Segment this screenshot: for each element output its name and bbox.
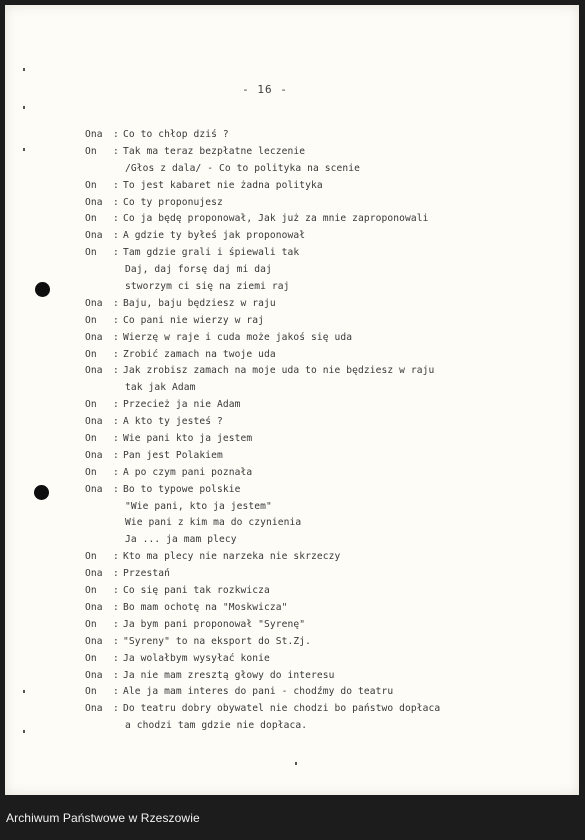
speaker-separator: :	[113, 568, 119, 580]
speaker-separator: :	[113, 449, 119, 461]
speaker-label: On	[85, 466, 97, 478]
speaker-label: On	[85, 433, 97, 445]
dialogue-line	[85, 178, 505, 195]
speaker-separator: :	[113, 314, 119, 326]
speaker-label: On	[85, 213, 97, 225]
script-text	[85, 127, 505, 735]
dialogue-line	[85, 161, 505, 178]
dialogue-line	[85, 330, 505, 347]
punch-hole-bottom	[34, 485, 49, 500]
dialogue-line	[85, 296, 505, 313]
speaker-separator: :	[113, 129, 119, 140]
dialogue-line	[85, 397, 505, 414]
speaker-label: On	[85, 585, 97, 597]
dialogue-line	[85, 211, 505, 228]
margin-mark	[23, 690, 25, 693]
speaker-label: Ona	[85, 365, 103, 377]
speaker-label: Ona	[85, 483, 103, 495]
dialogue-line	[85, 701, 505, 718]
line-text: Przecież ja nie Adam	[123, 399, 241, 411]
line-text: To jest kabaret nie żadna polityka	[123, 179, 323, 191]
line-text: Bo to typowe polskie	[123, 483, 241, 495]
punch-hole-top	[35, 282, 50, 297]
line-text: Tam gdzie grali i śpiewali tak	[123, 247, 300, 259]
dialogue-line	[85, 499, 505, 516]
speaker-label: Ona	[85, 635, 103, 647]
dialogue-line	[85, 566, 505, 583]
dialogue-line	[85, 414, 505, 431]
line-text: Co ja będę proponował, Jak już za mnie zaproponowali	[123, 213, 429, 225]
dialogue-line	[85, 262, 505, 279]
dialogue-line	[85, 448, 505, 465]
dialogue-line	[85, 651, 505, 668]
speaker-label: On	[85, 618, 97, 630]
speaker-label: On	[85, 399, 97, 411]
speaker-label: On	[85, 348, 97, 360]
dialogue-line	[85, 718, 505, 735]
line-text: Co to chłop dziś ?	[123, 129, 229, 140]
speaker-separator: :	[113, 213, 119, 225]
dialogue-line	[85, 431, 505, 448]
line-text: Baju, baju będziesz w raju	[123, 297, 276, 309]
speaker-separator: :	[113, 466, 119, 478]
line-text: Jak zrobisz zamach na moje uda to nie będziesz w raju	[123, 365, 435, 377]
line-text: /Głos z dala/ - Co to polityka na scenie	[125, 162, 361, 174]
line-text: A po czym pani poznała	[123, 466, 253, 478]
line-text: A gdzie ty byłeś jak proponował	[123, 230, 306, 242]
line-text: "Syreny" to na eksport do St.Zj.	[123, 635, 312, 647]
page-number: - 16 -	[242, 83, 288, 96]
speaker-separator: :	[113, 230, 119, 242]
speaker-separator: :	[113, 703, 119, 715]
speaker-label: On	[85, 179, 97, 191]
dialogue-line	[85, 549, 505, 566]
speaker-label: On	[85, 686, 97, 698]
line-text: Co się pani tak rozkwicza	[123, 585, 270, 597]
speaker-label: Ona	[85, 297, 103, 309]
dialogue-line	[85, 380, 505, 397]
line-text: Ja wolałbym wysyłać konie	[123, 652, 270, 664]
dialogue-line	[85, 617, 505, 634]
margin-mark	[295, 762, 297, 765]
speaker-label: Ona	[85, 568, 103, 580]
line-text: Ale ja mam interes do pani - chodźmy do teatru	[123, 686, 394, 698]
dialogue-line	[85, 279, 505, 296]
speaker-label: On	[85, 314, 97, 326]
speaker-separator: :	[113, 483, 119, 495]
speaker-separator: :	[113, 433, 119, 445]
speaker-label: Ona	[85, 331, 103, 343]
dialogue-line	[85, 515, 505, 532]
archive-label: Archiwum Państwowe w Rzeszowie	[6, 811, 200, 825]
dialogue-line	[85, 313, 505, 330]
speaker-label: Ona	[85, 449, 103, 461]
dialogue-line	[85, 363, 505, 380]
speaker-separator: :	[113, 551, 119, 563]
line-text: a chodzi tam gdzie nie dopłaca.	[125, 720, 308, 732]
dialogue-line	[85, 347, 505, 364]
line-text: Bo mam ochotę na "Moskwicza"	[123, 601, 288, 613]
line-text: Pan jest Polakiem	[123, 449, 223, 461]
line-text: stworzym ci się na ziemi raj	[125, 281, 290, 293]
speaker-label: On	[85, 652, 97, 664]
speaker-separator: :	[113, 416, 119, 428]
line-text: Daj, daj forsę daj mi daj	[125, 264, 272, 276]
dialogue-line	[85, 228, 505, 245]
dialogue-line	[85, 600, 505, 617]
speaker-separator: :	[113, 196, 119, 208]
line-text: Co ty proponujesz	[123, 196, 223, 208]
line-text: Do teatru dobry obywatel nie chodzi bo państwo dopłaca	[123, 703, 441, 715]
speaker-label: Ona	[85, 196, 103, 208]
typewritten-page	[5, 5, 579, 795]
speaker-separator: :	[113, 297, 119, 309]
speaker-separator: :	[113, 247, 119, 259]
speaker-label: Ona	[85, 416, 103, 428]
dialogue-line	[85, 245, 505, 262]
line-text: tak jak Adam	[125, 382, 196, 394]
speaker-separator: :	[113, 145, 119, 157]
speaker-separator: :	[113, 669, 119, 681]
line-text: Ja nie mam zresztą głowy do interesu	[123, 669, 335, 681]
dialogue-line	[85, 668, 505, 685]
line-text: A kto ty jesteś ?	[123, 416, 223, 428]
line-text: Ja ... ja mam plecy	[125, 534, 237, 546]
line-text: Ja bym pani proponował "Syrenę"	[123, 618, 306, 630]
speaker-separator: :	[113, 179, 119, 191]
dialogue-line	[85, 195, 505, 212]
line-text: Wierzę w raje i cuda może jakoś się uda	[123, 331, 353, 343]
line-text: Zrobić zamach na twoje uda	[123, 348, 276, 360]
line-text: Kto ma plecy nie narzeka nie skrzeczy	[123, 551, 341, 563]
speaker-separator: :	[113, 348, 119, 360]
speaker-separator: :	[113, 618, 119, 630]
dialogue-line	[85, 482, 505, 499]
speaker-separator: :	[113, 331, 119, 343]
dialogue-line	[85, 634, 505, 651]
speaker-separator: :	[113, 686, 119, 698]
dialogue-line	[85, 465, 505, 482]
speaker-label: Ona	[85, 601, 103, 613]
dialogue-line	[85, 127, 505, 144]
speaker-label: Ona	[85, 669, 103, 681]
line-text: Wie pani z kim ma do czynienia	[125, 517, 302, 529]
line-text: Tak ma teraz bezpłatne leczenie	[123, 145, 306, 157]
line-text: Wie pani kto ja jestem	[123, 433, 253, 445]
margin-mark	[23, 730, 25, 733]
dialogue-line	[85, 532, 505, 549]
dialogue-line	[85, 684, 505, 701]
line-text: Przestań	[123, 568, 171, 580]
speaker-label: Ona	[85, 129, 103, 140]
speaker-label: On	[85, 145, 97, 157]
speaker-label: On	[85, 551, 97, 563]
dialogue-line	[85, 144, 505, 161]
margin-mark	[23, 148, 25, 151]
dialogue-line	[85, 583, 505, 600]
speaker-separator: :	[113, 365, 119, 377]
speaker-separator: :	[113, 399, 119, 411]
speaker-label: On	[85, 247, 97, 259]
speaker-separator: :	[113, 585, 119, 597]
line-text: Co pani nie wierzy w raj	[123, 314, 265, 326]
speaker-separator: :	[113, 601, 119, 613]
speaker-separator: :	[113, 652, 119, 664]
line-text: "Wie pani, kto ja jestem"	[125, 500, 272, 512]
speaker-label: Ona	[85, 703, 103, 715]
margin-mark	[23, 106, 25, 109]
margin-mark	[23, 68, 25, 71]
speaker-separator: :	[113, 635, 119, 647]
speaker-label: Ona	[85, 230, 103, 242]
